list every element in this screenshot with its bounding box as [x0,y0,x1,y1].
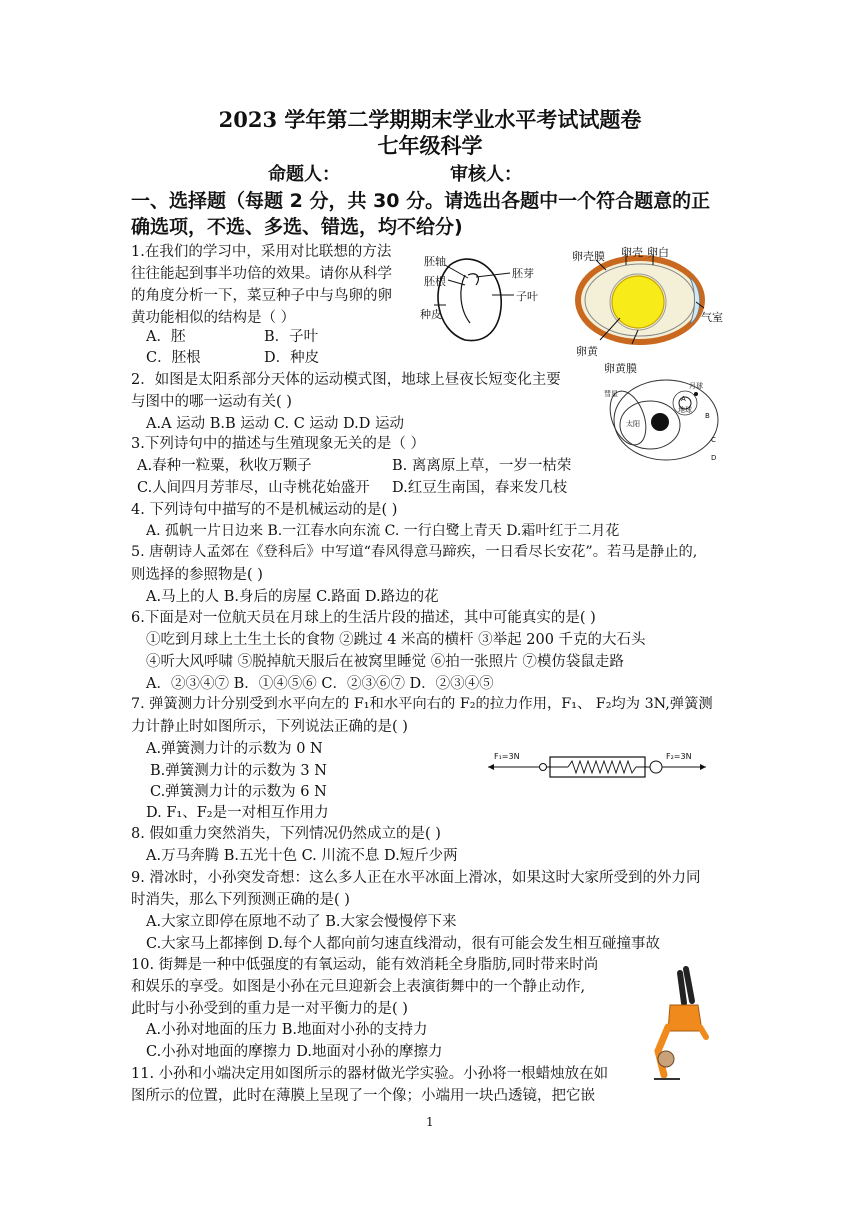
egg-label-albumen: 卵白 [647,246,669,259]
seed-label-cotyledon: 子叶 [516,290,538,303]
egg-label-air-cell: 气室 [701,311,723,324]
solar-label-comet: 彗星 [604,390,618,398]
solar-label-sun: 太阳 [626,420,640,428]
egg-label-yolk: 卵黄 [576,345,598,358]
q10-options-cd: C.小孙对地面的摩擦力 D.地面对小孙的摩擦力 [146,1044,443,1060]
subject-title: 七年级科学 [377,133,483,158]
q2-line2: 与图中的哪一运动有关( ) [131,394,292,410]
q1-line1: 1.在我们的学习中，采用对比联想的方法 [131,244,392,260]
q3-option-d: D.红豆生南国，春来发几枝 [392,480,568,496]
seed-label-hypocotyl: 胚轴 [424,255,446,268]
q4-options: A. 孤帆一片日边来 B.一江春水向东流 C. 一行白鹭上青天 D.霜叶红于二月花 [146,523,620,539]
solar-label-a: A [681,395,686,403]
reviewer-label: 审核人： [450,164,522,185]
q1-line3: 的角度分析一下，菜豆种子中与鸟卵的卵 [131,288,392,304]
q4-line1: 4. 下列诗句中描写的不是机械运动的是( ) [131,502,398,518]
q11-line1: 11. 小孙和小端决定用如图所示的器材做光学实验。小孙将一根蜡烛放在如 [131,1066,609,1082]
q7-option-a: A.弹簧测力计的示数为 0 N [146,741,323,757]
q1-option-d: D．种皮 [264,350,320,366]
q1-option-b: B．子叶 [264,329,319,345]
seed-label-coat: 种皮 [420,308,442,321]
egg-label-yolk-membrane: 卵黄膜 [604,362,637,375]
q7-option-b: B.弹簧测力计的示数为 3 N [150,763,327,779]
proposer-label: 命题人： [268,164,340,185]
force-label-f2: F₂=3N [666,752,692,761]
q3-option-a: A.春种一粒粟，秋收万颗子 [137,458,312,474]
solar-label-earth: 地球 [678,406,692,414]
solar-label-moon: 月球 [689,382,703,390]
solar-label-b: B [705,412,710,420]
q6-line2: ①吃到月球上土生土长的食物 ②跳过 4 米高的横杆 ③举起 200 千克的大石头 [146,632,646,648]
q10-line3: 此时与小孙受到的重力是一对平衡力的是( ) [131,1001,408,1017]
q7-option-c: C.弹簧测力计的示数为 6 N [150,784,327,800]
q5-options: A.马上的人 B.身后的房屋 C.路面 D.路边的花 [146,589,439,605]
seed-label-plumule: 胚芽 [512,267,534,280]
q3-line1: 3.下列诗句中的描述与生殖现象无关的是（ ） [131,436,425,452]
section-heading-line1: 一、选择题（每题 2 分，共 30 分。请选出各题中一个符合题意的正 [131,190,711,212]
q5-line1: 5. 唐朝诗人孟郊在《登科后》中写道“春风得意马蹄疾，一日看尽长安花”。若马是静止的, [131,544,698,560]
q9-line1: 9. 滑冰时，小孙突发奇想：这么多人正在水平冰面上滑冰，如果这时大家所受到的外力同 [131,870,701,886]
solar-label-d: D [711,454,717,462]
q10-line2: 和娱乐的享受。如图是小孙在元旦迎新会上表演街舞中的一个静止动作, [131,979,586,995]
q6-line1: 6.下面是对一位航天员在月球上的生活片段的描述，其中可能真实的是( ) [131,610,596,626]
force-label-f1: F₁=3N [494,752,520,761]
q1-line4: 黄功能相似的结构是（ ） [131,310,296,326]
q10-line1: 10. 街舞是一种中低强度的有氧运动，能有效消耗全身脂肪,同时带来时尚 [131,957,599,973]
q8-line1: 8. 假如重力突然消失，下列情况仍然成立的是( ) [131,826,441,842]
q9-line2: 时消失，那么下列预测正确的是( ) [131,892,350,908]
q2-options: A.A 运动 B.B 运动 C. C 运动 D.D 运动 [146,416,404,432]
exam-title: 2023 学年第二学期期末学业水平考试试题卷 [218,107,642,132]
q1-option-a: A．胚 [146,329,186,345]
seed-label-radicle: 胚根 [424,275,446,288]
q7-line1: 7. 弹簧测力计分别受到水平向左的 F₁和水平向右的 F₂的拉力作用，F₁、 F₂均为 3N,弹簧测 [131,696,713,712]
q3-option-b: B. 离离原上草，一岁一枯荣 [392,458,572,474]
q2-line1: 2．如图是太阳系部分天体的运动模式图，地球上昼夜长短变化主要 [131,372,561,388]
q6-options: A．②③④⑦ B．①④⑤⑥ C．②③⑥⑦ D．②③④⑤ [146,676,494,692]
q7-line2: 力计静止时如图所示，下列说法正确的是( ) [131,719,408,735]
q1-line2: 往往能起到事半功倍的效果。请你从科学 [131,266,392,282]
q7-option-d: D. F₁、F₂是一对相互作用力 [146,805,329,821]
q10-options-ab: A.小孙对地面的压力 B.地面对小孙的支持力 [146,1022,428,1038]
q6-line3: ④听大风呼啸 ⑤脱掉航天服后在被窝里睡觉 ⑥拍一张照片 ⑦模仿袋鼠走路 [146,654,624,670]
page-number: 1 [426,1115,434,1129]
q11-line2: 图所示的位置，此时在薄膜上呈现了一个像；小端用一块凸透镜，把它嵌 [131,1088,595,1104]
section-heading-line2: 确选项，不选、多选、错选，均不给分) [131,216,463,238]
q5-line2: 则选择的参照物是( ) [131,567,263,583]
egg-label-shell-membrane: 卵壳膜 [572,250,605,263]
q1-option-c: C．胚根 [146,350,201,366]
q8-options: A.万马奔腾 B.五光十色 C. 川流不息 D.短斤少两 [146,848,458,864]
egg-label-shell: 卵壳 [621,246,643,259]
q3-option-c: C.人间四月芳菲尽，山寺桃花始盛开 [137,480,370,496]
street-dancer-figure [640,965,720,1090]
q9-options-cd: C.大家马上都摔倒 D.每个人都向前匀速直线滑动，很有可能会发生相互碰撞事故 [146,936,661,952]
solar-label-c: C [711,436,716,444]
q9-options-ab: A.大家立即停在原地不动了 B.大家会慢慢停下来 [146,914,457,930]
